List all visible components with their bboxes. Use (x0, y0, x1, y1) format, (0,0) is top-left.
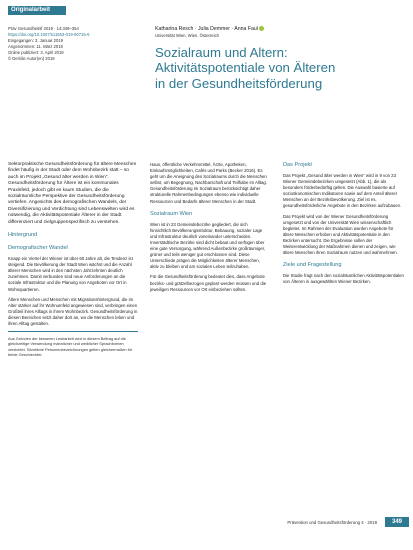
author-list: Katharina Resch · Julia Demmer · Anna Faul (155, 26, 258, 32)
title-line-2: Aktivitätspotentiale von Älteren (155, 60, 336, 76)
paragraph: Das Projekt wird von der Wiener Gesundheitsförderung umgesetzt und von der Universität Wien wissenschaftlich begleitet. Im Rahmen der Evaluation wurden Angebote für ältere Menschen erhoben und Aktivitätspotentiale in den Bezirken untersucht. Die Ergebnisse sollen der Weiterentwicklung der Maßnahmen dienen und zeigen, wie ältere Menschen ihren Sozialraum nutzen und wahrnehmen. (283, 213, 398, 256)
paragraph: Das Projekt „Gesund älter werden in Wien“ wird in 9 von 23 Wiener Gemeindebezirken umgesetzt (Abb. 1), die als besonders förderbedürftig gelten. Die Auswahl basierte auf sozioökonomischen Indikatoren sowie auf dem Anteil älterer Menschen an der Bezirksbevölkerung. Ziel ist es, gesundheitsförderliche Angebote in den Bezirken aufzubauen. (283, 173, 402, 209)
footnote: Aus Gründen der besseren Lesbarkeit wird in diesem Beitrag auf die gleichzeitige Verwendung männlicher und weiblicher Sprachformen verzichtet. Sämtliche Personenbezeichnungen gelten gleichermaßen für beide Geschlechter. (8, 335, 133, 357)
meta-copyright: © Der/die Autor(en) 2019 (8, 56, 55, 62)
category-tag: Originalarbeit (8, 6, 66, 15)
meta-accepted: Angenommen: 11. März 2019 (8, 44, 63, 50)
page-number: 349 (385, 517, 409, 527)
meta-received: Eingegangen: 3. Januar 2019 (8, 38, 63, 44)
title-line-1: Sozialraum und Altern: (155, 45, 288, 60)
heading-das-projekt: Das Projekt (283, 162, 312, 168)
orcid-icon[interactable] (259, 26, 264, 31)
author-affiliation: Universität Wien, Wien, Österreich (155, 32, 219, 38)
article-metadata (8, 26, 138, 63)
author-block (155, 26, 405, 39)
paragraph: Wien ist in 23 Gemeindebezirke gegliedert, die sich hinsichtlich Bevölkerungsstruktur, Bebauung, sozialer Lage und Infrastruktur deutlich voneinander unterscheiden. Innerstädtische Bezirke sind dicht bebaut und verfügen über eine gute Versorgung, während Außenbezirke großräumiger, grüner und teils weniger gut erschlossen sind. Diese Unterschiede prägen die Möglichkeiten älterer Menschen, aktiv zu bleiben und am sozialen Leben teilzuhaben. (150, 221, 266, 270)
doi-link[interactable]: https://doi.org/10.1007/s11553-019-00715-6 (8, 32, 90, 38)
paragraph: Die Studie fragt nach den sozialräumlichen Aktivitätspotentialen von Älteren in ausgewählten Wiener Bezirken. (283, 273, 404, 285)
meta-journal: Präv Gesundheitsf 2019 · 14:349–354 (8, 26, 79, 31)
heading-ziele: Ziele und Fragestellung (283, 262, 342, 269)
paragraph: Ältere Menschen und Menschen mit Migrationshintergrund, die im Alter stärker auf ihr Wohnumfeld angewiesen sind, verbringen einen Großteil ihres Alltags in ihrem Wohnbezirk. Gesundheitsförderung in diesen Bereichen setzt daher dort an, wo die Menschen leben und ihren Alltag gestalten. (8, 296, 138, 326)
paragraph: Knapp ein Viertel der Wiener ist über 60 Jahre alt, die Tendenz ist steigend. Die Bevölkerung der Stadt Wien wächst und die Anzahl älterer Menschen wird in den nächsten Jahrzehnten deutlich zunehmen. Damit verbunden sind neue Anforderungen an die soziale Infrastruktur und die Planung von Angeboten vor Ort in Wohnquartieren. (8, 256, 133, 292)
column-3 (283, 162, 405, 289)
abstract: Sektorpraktische Gesundheitsförderung für ältere Menschen findet häufig in der Stadt oder dem Wohnbezirk statt – so auch im Projekt „Gesund älter werden in Wien“. Gesundheitsförderung für Ältere ist ein kommunales Praxisfeld, jedoch gibt es kaum Studien, die die sozialräumliche Perspektive der Gesundheitsförderung vertiefen. Angesichts des demografischen Wandels, der Diversifizierung und Verdichtung sind Lebenswelten wird es notwendig, die Aktivitätspotentiale Älterer in der Stadt differenziert und zielgruppenspezifisch zu verstehen. (8, 162, 137, 225)
paragraph: Für die Gesundheitsförderung bedeutet dies, dass Angebote bezirks- und grätzelbezogen geplant werden müssen und die jeweiligen Ressourcen vor Ort einbeziehen sollten. (150, 274, 267, 292)
article-title (155, 45, 410, 91)
column-2 (150, 162, 268, 297)
footnote-divider (8, 331, 138, 332)
heading-hintergrund: Hintergrund (8, 232, 38, 239)
title-line-3: in der Gesundheitsförderung (155, 75, 323, 91)
journal-footer: Prävention und Gesundheitsförderung 4 · 2019 (287, 520, 377, 525)
meta-published: Online publiziert: 3. April 2019 (8, 50, 64, 56)
heading-demografischer-wandel: Demografischer Wandel (8, 245, 68, 252)
paragraph: Haus, öffentliche Verkehrsmittel, Ärzte, Apotheken, Einkaufsmöglichkeiten, Cafés und Parks (Becker 2016). Es geht um die Aneignung des Sozialraums durch die Menschen selbst, um Begegnung, Nachbarschaft und Teilhabe im Alltag. Gesundheitsförderung im Sozialraum berücksichtigt daher strukturelle Rahmenbedingungen ebenso wie individuelle Ressourcen und Bedarfe älterer Menschen in der Stadt. (150, 162, 267, 204)
column-1 (8, 162, 138, 361)
heading-sozialraum-wien: Sozialraum Wien (150, 210, 193, 217)
